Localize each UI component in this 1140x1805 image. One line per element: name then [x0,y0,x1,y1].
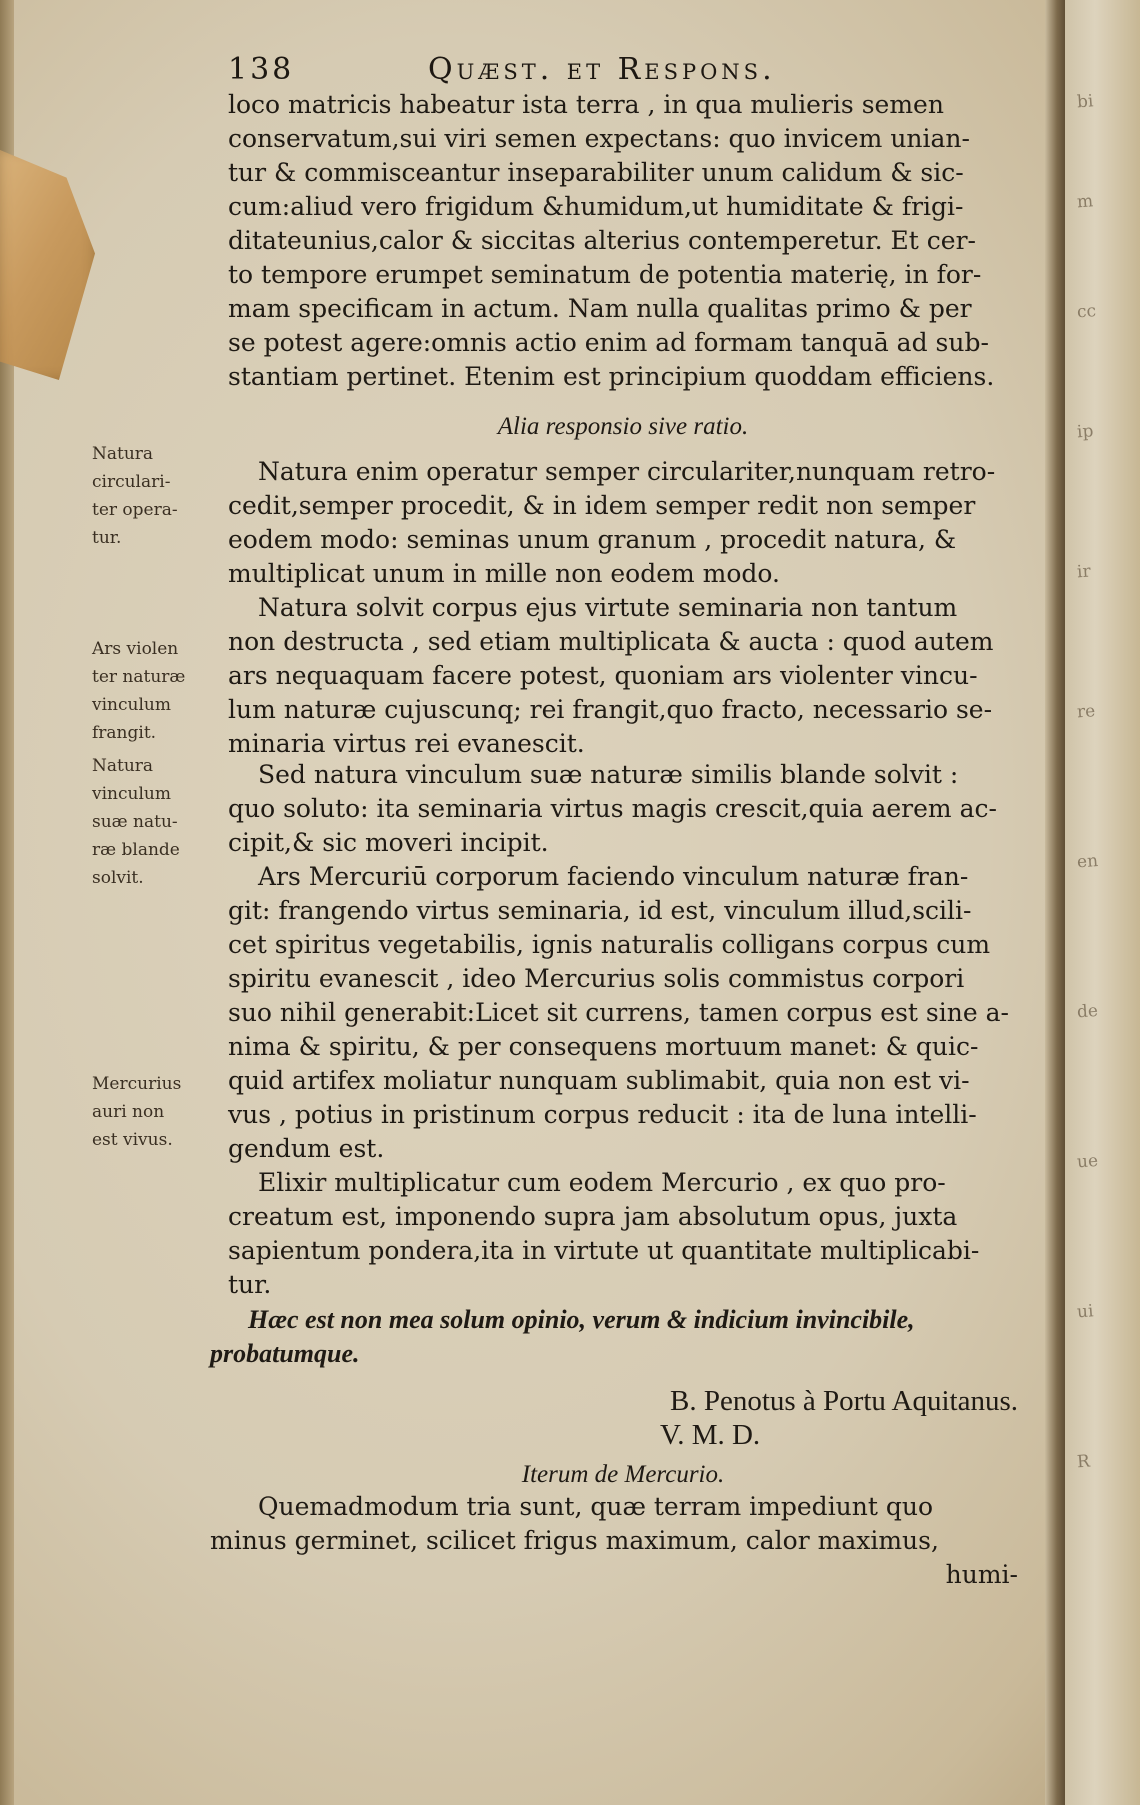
marginal-line: ter opera- [92,500,178,520]
text-line: cet spiritus vegetabilis, ignis naturalis colligans corpus cum [228,930,991,959]
text-line: git: frangendo virtus seminaria, id est, vinculum illud,scili- [228,896,972,925]
text-line: quo soluto: ita seminaria virtus magis crescit,quia aerem ac- [228,794,997,823]
marginal-line: Natura [92,756,154,776]
closing-line: probatumque. [210,1339,360,1368]
text-line: conservatum,sui viri semen expectans: quo invicem unian- [228,124,970,153]
text-line: quid artifex moliatur nunquam sublimabit, quia non est vi- [228,1066,970,1095]
catchword: humi- [945,1560,1018,1589]
closing-line: Hæc est non mea solum opinio, verum & indicium invincibile, [248,1305,915,1334]
text-line: suo nihil generabit:Licet sit currens, tamen corpus est sine a- [228,998,1009,1027]
bleed-text: bi [1076,91,1095,113]
section-subheading: Iterum de Mercurio. [521,1461,725,1488]
text-line: Elixir multiplicatur cum eodem Mercurio , ex quo pro- [258,1168,946,1197]
text-line: stantiam pertinet. Etenim est principium quoddam efficiens. [228,362,995,391]
text-line: se potest agere:omnis actio enim ad formam tanquā ad sub- [228,328,989,357]
text-line: tur & commisceantur inseparabiliter unum calidum & sic- [228,158,964,187]
text-line: tur. [228,1270,272,1299]
bleed-text: en [1076,850,1099,873]
signature-initials: V. M. D. [660,1419,761,1451]
facing-page-edge [1065,0,1140,1805]
signature-name: B. Penotus à Portu Aquitanus. [669,1385,1018,1417]
text-line: ditateunius,calor & siccitas alterius contemperetur. Et cer- [228,226,976,255]
text-line: creatum est, imponendo supra jam absolutum opus, juxta [228,1202,958,1231]
text-line: Natura enim operatur semper circulariter,nunquam retro- [258,457,996,486]
text-line: eodem modo: seminas unum granum , procedit natura, & [228,525,957,554]
bleed-text: cc [1076,301,1097,323]
text-line: mam specificam in actum. Nam nulla qualitas primo & per [228,294,972,323]
bleed-text: m [1076,191,1094,213]
marginal-note [92,440,217,552]
text-line: Sed natura vinculum suæ naturæ similis blande solvit : [258,760,959,789]
text-line: loco matricis habeatur ista terra , in qua mulieris semen [228,90,944,119]
bleed-text: ip [1076,421,1095,443]
book-gutter [1045,0,1065,1805]
marginal-line: ræ blande [92,840,180,860]
marginal-line: Natura [92,444,154,464]
marginal-line: suæ natu- [92,812,178,832]
marginal-line: frangit. [92,723,157,743]
running-title: Quæst. et Respons. [428,52,776,87]
marginal-line: ter naturæ [92,667,186,687]
text-line: ars nequaquam facere potest, quoniam ars violenter vincu- [228,661,978,690]
text-line: vus , potius in pristinum corpus reducit : ita de luna intelli- [228,1100,977,1129]
wooden-bookmark [0,150,95,380]
marginal-line: circulari- [92,472,171,492]
bleed-text: re [1076,701,1096,723]
marginal-line: Mercurius [92,1074,182,1094]
text-line: cum:aliud vero frigidum &humidum,ut humiditate & frigi- [228,192,964,221]
marginal-note [92,1070,217,1154]
text-line: non destructa , sed etiam multiplicata & aucta : quod autem [228,627,994,656]
text-line: Natura solvit corpus ejus virtute seminaria non tantum [258,593,958,622]
marginal-note [92,752,217,892]
marginal-note [92,635,217,747]
marginal-line: tur. [92,528,122,548]
marginal-line: est vivus. [92,1130,173,1150]
marginal-line: auri non [92,1102,165,1122]
text-line: sapientum pondera,ita in virtute ut quantitate multiplicabi- [228,1236,980,1265]
marginal-line: vinculum [92,784,171,804]
text-line: multiplicat unum in mille non eodem modo. [228,559,780,588]
bleed-text: ir [1076,561,1092,583]
marginal-line: vinculum [92,695,171,715]
bleed-text: R [1076,1451,1091,1473]
text-line: nima & spiritu, & per consequens mortuum manet: & quic- [228,1032,979,1061]
text-line: gendum est. [228,1134,385,1163]
section-subheading: Alia responsio sive ratio. [497,413,749,440]
text-line: cipit,& sic moveri incipit. [228,828,549,857]
bleed-text: ui [1076,1301,1095,1323]
bleed-text: ue [1076,1150,1099,1173]
text-line: spiritu evanescit , ideo Mercurius solis commistus corpori [228,964,965,993]
text-line: to tempore erumpet seminatum de potentia materię, in for- [228,260,982,289]
page-header [228,52,828,92]
text-line: cedit,semper procedit, & in idem semper redit non semper [228,491,976,520]
page-number: 138 [228,52,295,87]
text-line: Quemadmodum tria sunt, quæ terram impediunt quo [258,1492,934,1521]
marginal-line: Ars violen [92,639,179,659]
text-line: minus germinet, scilicet frigus maximum, calor maximus, [210,1526,939,1555]
marginal-line: solvit. [92,868,144,888]
bleed-text: de [1076,1001,1099,1023]
text-line: lum naturæ cujuscunq; rei frangit,quo fracto, necessario se- [228,695,993,724]
text-line: minaria virtus rei evanescit. [228,729,585,758]
text-line: Ars Mercuriū corporum faciendo vinculum naturæ fran- [258,862,969,891]
